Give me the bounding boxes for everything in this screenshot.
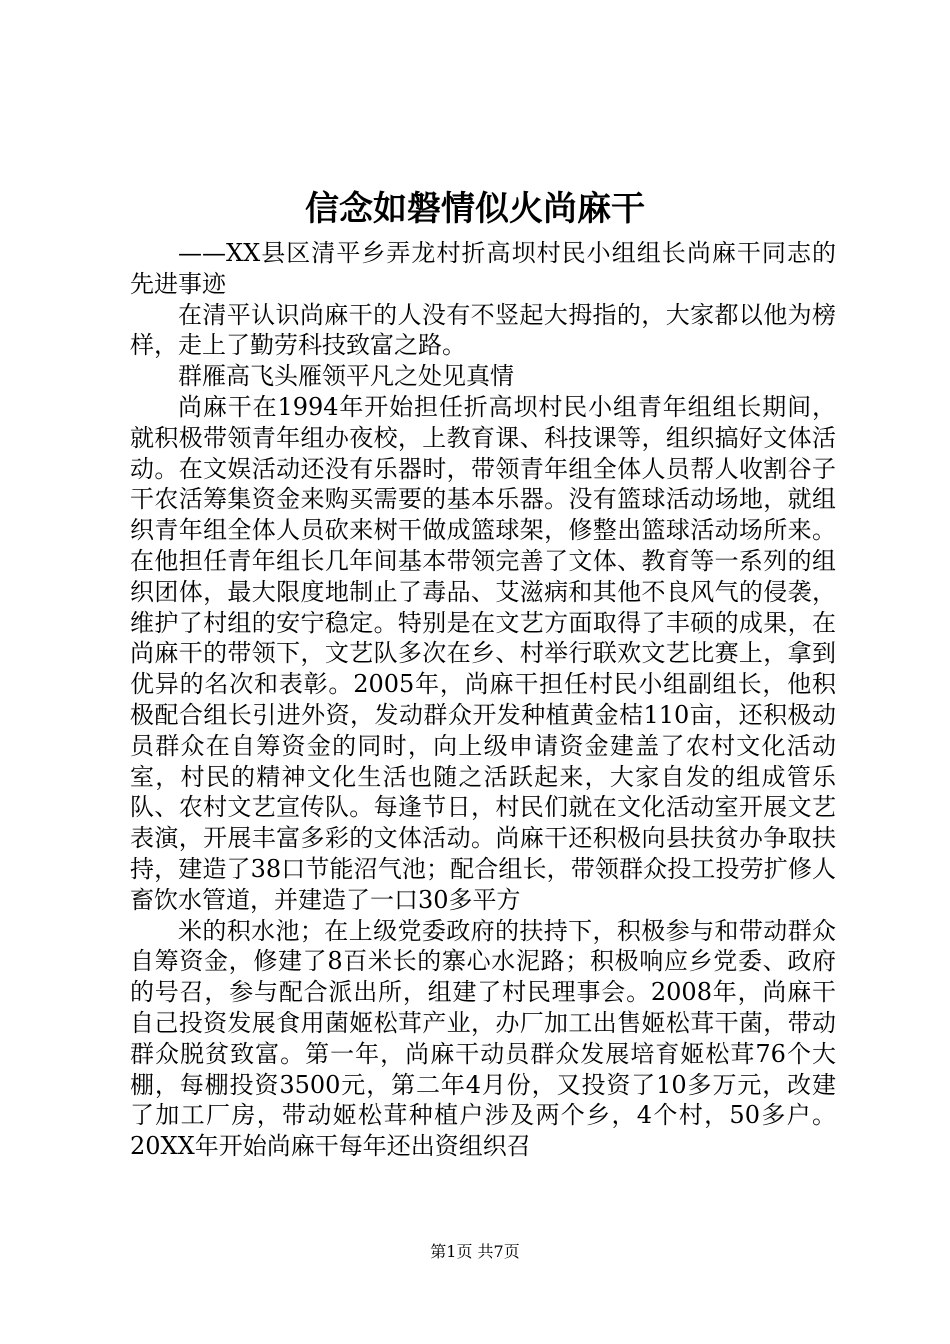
intro-paragraph: 在清平认识尚麻干的人没有不竖起大拇指的，大家都以他为榜样，走上了勤劳科技致富之路。 xyxy=(130,300,836,360)
section-heading: 群雁高飞头雁领平凡之处见真情 xyxy=(178,362,514,391)
document-body xyxy=(130,238,836,1162)
document-title: 信念如磐情似火尚麻干 xyxy=(305,189,645,229)
page-number-footer: 第1页 共7页 xyxy=(430,1242,520,1261)
body-paragraph: 尚麻干在1994年开始担任折高坝村民小组青年组组长期间，就积极带领青年组办夜校，上教育课、科技课等，组织搞好文体活动。在文娱活动还没有乐器时，带领青年组全体人员帮人收割谷子干农活筹集资金来购买需要的基本乐器。没有篮球活动场地，就组织青年组全体人员砍来树干做成篮球架，修整出篮球活动场所来。在他担任青年组长几年间基本带领完善了文体、教育等一系列的组织团体，最大限度地制止了毒品、艾滋病和其他不良风气的侵袭，维护了村组的安宁稳定。特别是在文艺方面取得了丰硕的成果，在尚麻干的带领下，文艺队多次在乡、村举行联欢文艺比赛上，拿到优异的名次和表彰。2005年，尚麻干担任村民小组副组长，他积极配合组长引进外资，发动群众开发种植黄金桔110亩，还积极动员群众在自筹资金的同时，向上级申请资金建盖了农村文化活动室，村民的精神文化生活也随之活跃起来，大家自发的组成管乐队、农村文艺宣传队。每逢节日，村民们就在文化活动室开展文艺表演，开展丰富多彩的文体活动。尚麻干还积极向县扶贫办争取扶持，建造了38口节能沼气池；配合组长，带领群众投工投劳扩修人畜饮水管道，并建造了一口30多平方 xyxy=(130,392,836,914)
subtitle-paragraph: ——XX县区清平乡弄龙村折高坝村民小组组长尚麻干同志的先进事迹 xyxy=(130,239,836,298)
body-paragraph: 米的积水池；在上级党委政府的扶持下，积极参与和带动群众自筹资金，修建了8百米长的寨心水泥路；积极响应乡党委、政府的号召，参与配合派出所，组建了村民理事会。2008年，尚麻干自己投资发展食用菌姬松茸产业，办厂加工出售姬松茸干菌，带动群众脱贫致富。第一年，尚麻干动员群众发展培育姬松茸76个大棚，每棚投资3500元，第二年4月份，又投资了10多万元，改建了加工厂房，带动姬松茸种植户涉及两个乡，4个村，50多户。20XX年开始尚麻干每年还出资组织召 xyxy=(130,916,836,1161)
